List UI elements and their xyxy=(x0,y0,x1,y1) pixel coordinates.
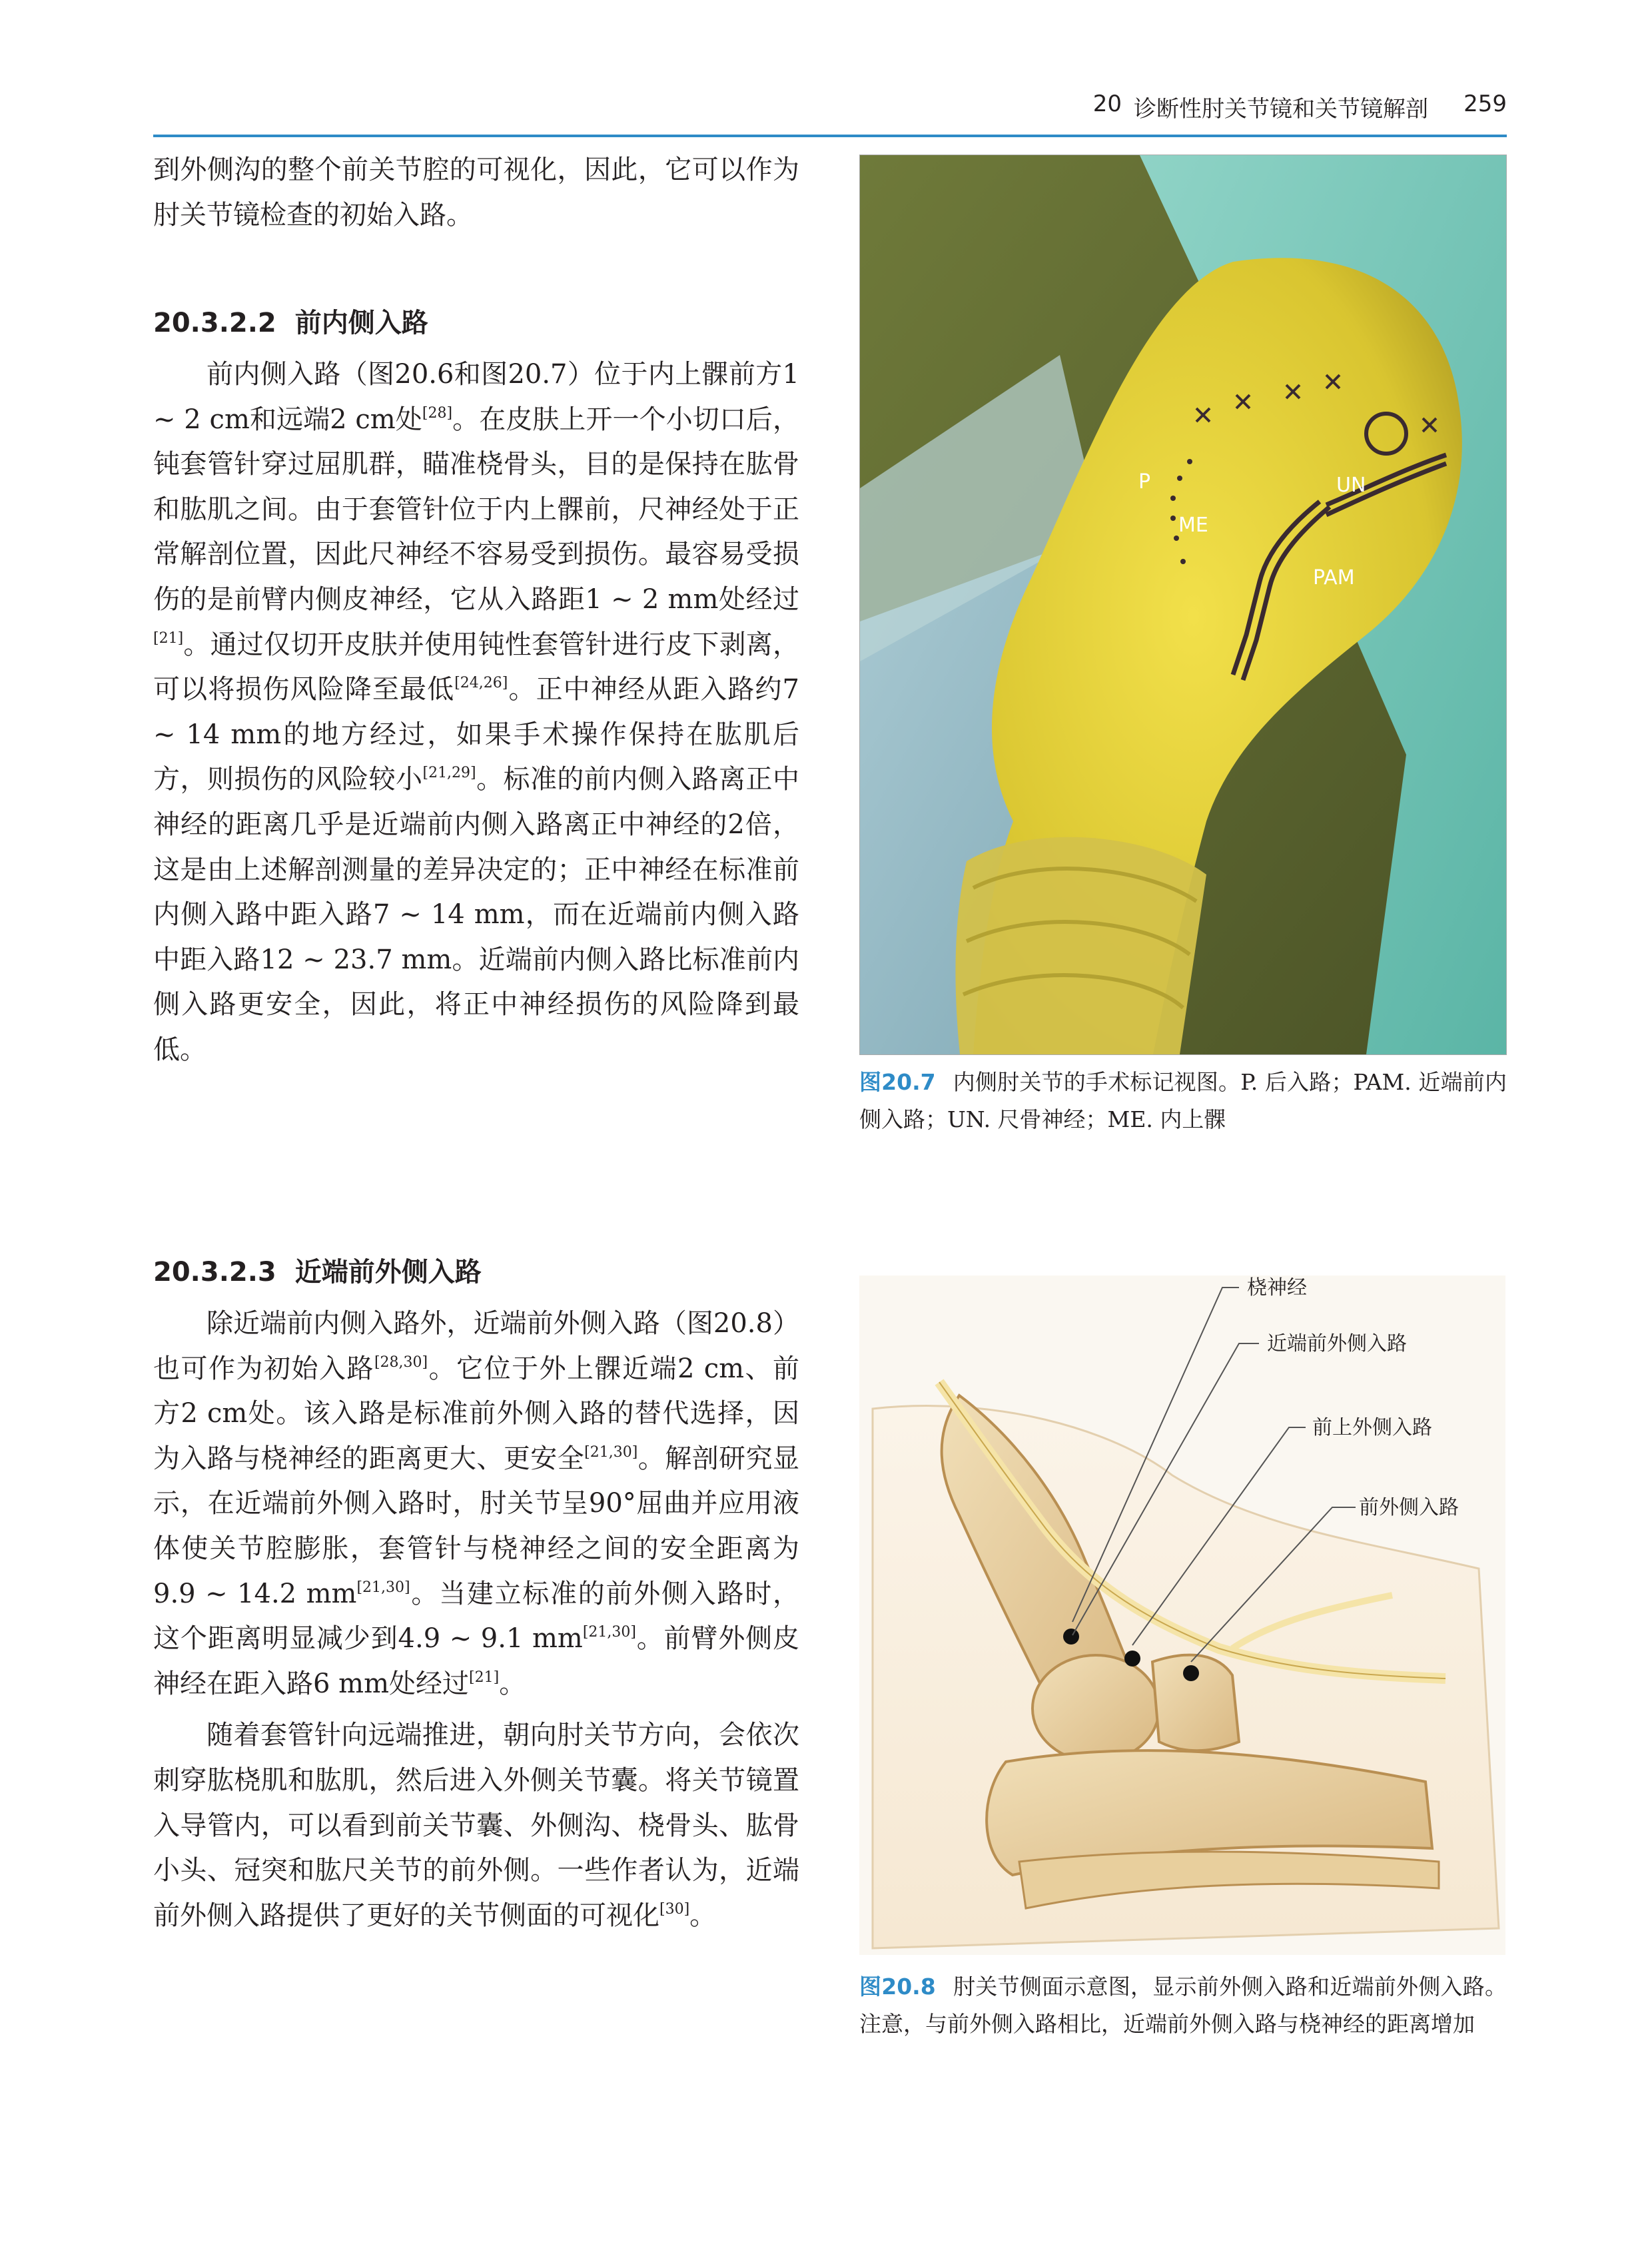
chapter-number: 20 xyxy=(1092,91,1122,117)
text-run: 。解剖研究显示，在近端前外侧入路时，肘关节呈90°屈曲并应用液体使关节腔膨胀，套管针与桡神经之间的安全距离为9.9 ~ 14.2 mm xyxy=(153,1443,800,1609)
figure-20-8-drawing xyxy=(859,1276,1505,1955)
page-number: 259 xyxy=(1463,91,1507,117)
label-anterosuperolateral: 前上外侧入路 xyxy=(1312,1416,1432,1439)
figure-20-7-photo xyxy=(859,155,1507,1055)
text-run: 。标准的前内侧入路离正中神经的距离几乎是近端前内侧入路离正中神经的2倍，这是由上述解剖测量的差异决定的；正中神经在标准前内侧入路中距入路7 ~ 14 mm，而在近端前内侧入路中距入路12 ~ 23.7 mm。近端前内侧入路比标准前内侧入路更安全，因此，将正中神经损伤的风险降到最低。 xyxy=(153,764,800,1065)
chapter-title: 诊断性肘关节镜和关节镜解剖 xyxy=(1134,96,1428,123)
figure-label: 图20.8 xyxy=(859,1974,936,2000)
citation: [21,29] xyxy=(422,765,476,782)
left-column xyxy=(153,148,799,238)
text-run: 。通过仅切开皮肤并使用钝性套管针进行皮下剥离，可以将损伤风险降至最低 xyxy=(153,629,799,705)
portal-dot-radial xyxy=(1063,1629,1079,1645)
figure-label: 图20.7 xyxy=(859,1069,936,1095)
text-run: 除近端前内侧入路外，近端前外侧入路（图20.8）也可作为初始入路 xyxy=(153,1308,799,1384)
citation: [21] xyxy=(153,629,184,647)
figure-20-7-caption xyxy=(859,1064,1507,1138)
running-header xyxy=(153,87,1507,137)
citation: [21,30] xyxy=(584,1443,638,1461)
text-run: 。前臂外侧皮神经在距入路6 mm处经过 xyxy=(153,1623,799,1699)
text-run: 。 xyxy=(689,1900,717,1931)
section-proximal-anterolateral xyxy=(153,1252,799,1938)
label-pam: PAM xyxy=(1313,566,1355,589)
label-proximal-anterolateral: 近端前外侧入路 xyxy=(1267,1332,1407,1355)
portal-dot-proximal-anterolateral xyxy=(1124,1651,1140,1667)
citation: [21,30] xyxy=(356,1579,410,1596)
elbow-photo-illustration xyxy=(860,155,1506,1054)
section-heading xyxy=(153,303,799,343)
citation: [30] xyxy=(659,1900,690,1918)
label-anterolateral: 前外侧入路 xyxy=(1359,1496,1459,1519)
label-un: UN xyxy=(1336,474,1366,497)
text-run: 随着套管针向远端推进，朝向肘关节方向，会依次刺穿肱桡肌和肱肌，然后进入外侧关节囊。将关节镜置入导管内，可以看到前关节囊、外侧沟、桡骨头、肱骨小头、冠突和肱尺关节的前外侧。一些作者认为，近端前外侧入路提供了更好的关节侧面的可视化 xyxy=(153,1720,799,1931)
citation: [28] xyxy=(422,404,453,422)
text-run: 。它位于外上髁近端2 cm、前方2 cm处。该入路是标准前外侧入路的替代选择，因为入路与桡神经的距离更大、更安全 xyxy=(153,1353,800,1474)
caption-text: 内侧肘关节的手术标记视图。P. 后入路；PAM. 近端前内侧入路；UN. 尺骨神经；ME. 内上髁 xyxy=(859,1069,1507,1132)
body-paragraph xyxy=(153,1302,799,1706)
caption-text: 肘关节侧面示意图，显示前外侧入路和近端前外侧入路。注意，与前外侧入路相比，近端前外侧入路与桡神经的距离增加 xyxy=(859,1974,1507,2037)
text-run: 。当建立标准的前外侧入路时，这个距离明显减少到4.9 ~ 9.1 mm xyxy=(153,1578,800,1655)
text-run: 。在皮肤上开一个小切口后，钝套管针穿过屈肌群，瞄准桡骨头，目的是保持在肱骨和肱肌之间。由于套管针位于内上髁前，尺神经处于正常解剖位置，因此尺神经不容易受到损伤。最容易受损伤的是前臂内侧皮神经，它从入路距1 ~ 2 mm处经过 xyxy=(153,404,799,615)
text-run: 前内侧入路（图20.6和图20.7）位于内上髁前方1 ~ 2 cm和远端2 cm处 xyxy=(153,359,799,435)
portal-dot-anterolateral xyxy=(1183,1665,1199,1681)
section-title: 前内侧入路 xyxy=(294,308,428,338)
intro-paragraph: 到外侧沟的整个前关节腔的可视化，因此，它可以作为肘关节镜检查的初始入路。 xyxy=(153,155,799,230)
elbow-anatomy-illustration xyxy=(859,1276,1505,1955)
section-number: 20.3.2.2 xyxy=(153,308,276,338)
label-radial-nerve: 桡神经 xyxy=(1247,1276,1307,1300)
section-title: 近端前外侧入路 xyxy=(294,1257,482,1288)
citation: [21,30] xyxy=(582,1624,636,1641)
citation: [24,26] xyxy=(454,675,508,692)
section-number: 20.3.2.3 xyxy=(153,1257,276,1288)
text-run: 。正中神经从距入路约7 ~ 14 mm的地方经过，如果手术操作保持在肱肌后方，则损伤的风险较小 xyxy=(153,674,800,795)
citation: [21] xyxy=(469,1669,500,1686)
body-paragraph xyxy=(153,352,799,1073)
body-paragraph xyxy=(153,1713,799,1938)
citation: [28,30] xyxy=(374,1353,428,1371)
section-heading xyxy=(153,1252,799,1292)
figure-20-8-caption xyxy=(859,1968,1507,2043)
section-anteromedial xyxy=(153,303,799,1073)
label-p: P xyxy=(1138,470,1151,494)
text-run: 。 xyxy=(499,1668,526,1699)
label-me: ME xyxy=(1178,514,1208,537)
